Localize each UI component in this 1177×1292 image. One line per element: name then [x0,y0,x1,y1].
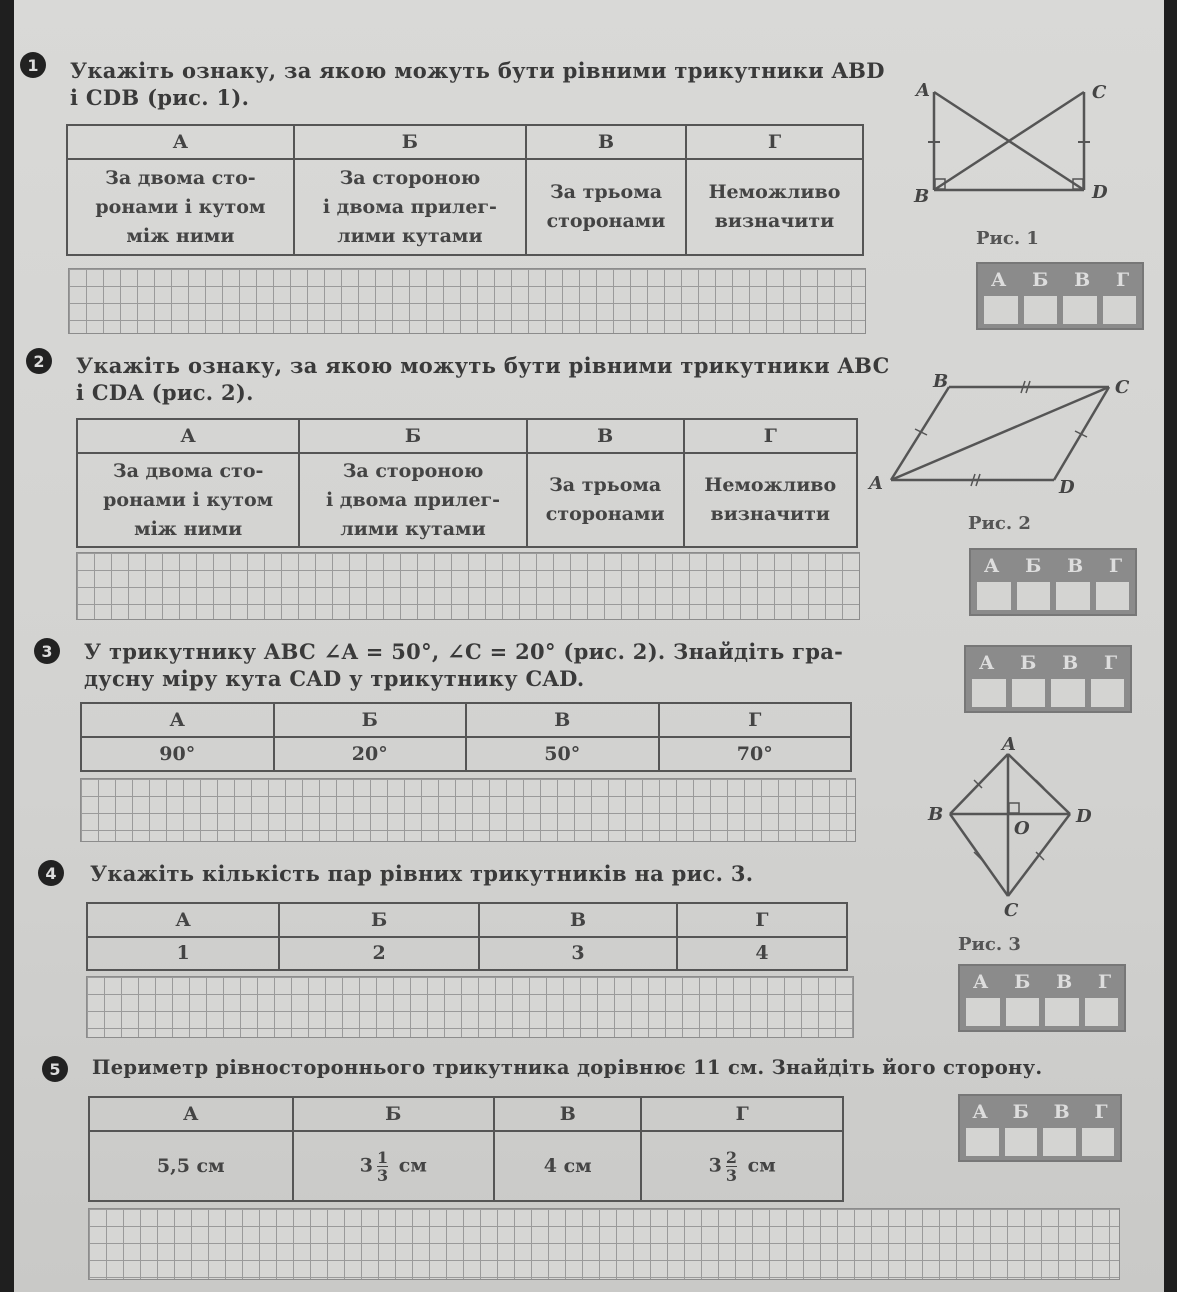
figure-3 [924,732,1114,922]
option-b: За стороною і двома прилег- лими кутами [299,453,526,547]
fig2-label-c: C [1115,377,1130,398]
question-4-text: Укажіть кількість пар рівних трикутників на рис. 3. [90,861,754,886]
answer-cell-g[interactable] [1096,582,1130,610]
header-a: А [89,1097,293,1131]
question-4-work-grid[interactable] [86,976,854,1038]
answer-cell-b[interactable] [1005,1128,1038,1156]
figure-1-caption: Рис. 1 [976,228,1039,249]
question-3-line1: У трикутнику ABC ∠A = 50°, ∠C = 20° (рис. 2). Знайдіть гра- [84,639,844,664]
answer-cell-b[interactable] [1006,998,1040,1026]
answer-cell-v[interactable] [1051,679,1085,707]
answer-cell-b[interactable] [1024,296,1058,324]
answer-cell-g[interactable] [1103,296,1137,324]
header-g: Г [641,1097,843,1131]
fig2-label-b: B [933,371,949,392]
answer-cell-v[interactable] [1045,998,1079,1026]
question-3-text [84,638,843,692]
fig1-label-b: B [914,186,930,207]
fig2-label-a: A [869,473,883,494]
option-g: 70° [659,737,852,771]
fig1-label-d: D [1092,182,1108,203]
question-1-options-table [66,124,864,256]
question-2-options-table [76,418,858,548]
header-b: Б [274,703,467,737]
question-3-options-table [80,702,852,772]
question-3-answer-box: А Б В Г [964,645,1132,713]
header-g: Г [659,703,852,737]
header-a: А [77,419,299,453]
answer-cell-v[interactable] [1063,296,1097,324]
question-5-options-table [88,1096,844,1202]
answer-cell-g[interactable] [1085,998,1119,1026]
header-v: В [479,903,677,937]
question-2-text [76,352,890,406]
fig1-label-a: A [916,80,930,101]
option-v: 50° [466,737,659,771]
option-a: За двома сто- ронами і кутом між ними [67,159,294,255]
header-b: Б [293,1097,495,1131]
option-g: Неможливо визначити [684,453,857,547]
answer-cell-a[interactable] [984,296,1018,324]
question-1-number: 1 [20,52,46,78]
figure-1 [904,80,1108,220]
fig3-label-a: A [1002,734,1016,755]
figure-2-caption: Рис. 2 [968,513,1031,534]
question-1-line2: і CDB (рис. 1). [70,85,250,110]
header-b: Б [299,419,526,453]
question-3-number: 3 [34,638,60,664]
question-4-options-table [86,902,848,971]
question-5-number: 5 [42,1056,68,1082]
option-g: Неможливо визначити [686,159,863,255]
option-b: За стороною і двома прилег- лими кутами [294,159,526,255]
option-a: 5,5 см [89,1131,293,1201]
question-1-answer-box: А Б В Г [976,262,1144,330]
option-g: 3 $\frac{2}{3}$ см [641,1131,843,1201]
question-3-work-grid[interactable] [80,778,856,842]
question-2-work-grid[interactable] [76,552,860,620]
option-v: За трьома сторонами [527,453,684,547]
option-a: 90° [81,737,274,771]
worksheet-page [14,0,1164,1292]
question-2-number: 2 [26,348,52,374]
fig3-label-b: B [928,804,944,825]
header-v: В [527,419,684,453]
question-5-text: Периметр рівностороннього трикутника дорівнює 11 см. Знайдіть його сторону. [92,1056,1043,1079]
answer-cell-g[interactable] [1082,1128,1115,1156]
figure-3-caption: Рис. 3 [958,934,1021,955]
option-b: 2 [279,937,479,970]
header-v: В [526,125,686,159]
answer-cell-v[interactable] [1056,582,1090,610]
answer-cell-a[interactable] [966,998,1000,1026]
header-g: Г [677,903,847,937]
header-v: В [494,1097,641,1131]
header-a: А [67,125,294,159]
question-3-line2: дусну міру кута CAD у трикутнику CAD. [84,666,585,691]
header-a: А [87,903,279,937]
fig3-label-d: D [1076,806,1092,827]
option-b: 3 $\frac{1}{3}$ см [293,1131,495,1201]
header-b: Б [294,125,526,159]
question-1-line1: Укажіть ознаку, за якою можуть бути рівними трикутники ABD [70,58,885,83]
answer-cell-a[interactable] [977,582,1011,610]
option-v: 4 см [494,1131,641,1201]
option-g: 4 [677,937,847,970]
question-2-line1: Укажіть ознаку, за якою можуть бути рівними трикутники ABC [76,353,890,378]
question-4-answer-box: А Б В Г [958,964,1126,1032]
option-a: За двома сто- ронами і кутом між ними [77,453,299,547]
header-g: Г [686,125,863,159]
option-v: За трьома сторонами [526,159,686,255]
answer-cell-a[interactable] [972,679,1006,707]
fig1-label-c: C [1092,82,1107,103]
question-1-text [70,57,885,111]
question-2-line2: і CDA (рис. 2). [76,380,254,405]
header-b: Б [279,903,479,937]
answer-cell-b[interactable] [1012,679,1046,707]
question-2-answer-box: А Б В Г [969,548,1137,616]
question-1-work-grid[interactable] [68,268,866,334]
answer-cell-v[interactable] [1043,1128,1076,1156]
header-g: Г [684,419,857,453]
question-5-answer-box: А Б В Г [958,1094,1122,1162]
option-v: 3 [479,937,677,970]
question-4-number: 4 [38,860,64,886]
fig3-label-c: C [1004,900,1019,921]
question-5-work-grid[interactable] [88,1208,1120,1280]
figure-2 [869,371,1130,500]
answer-cell-b[interactable] [1017,582,1051,610]
fig2-label-d: D [1059,477,1075,498]
answer-cell-a[interactable] [966,1128,999,1156]
header-v: В [466,703,659,737]
answer-cell-g[interactable] [1091,679,1125,707]
option-b: 20° [274,737,467,771]
header-a: А [81,703,274,737]
option-a: 1 [87,937,279,970]
fig3-label-o: O [1014,818,1030,839]
